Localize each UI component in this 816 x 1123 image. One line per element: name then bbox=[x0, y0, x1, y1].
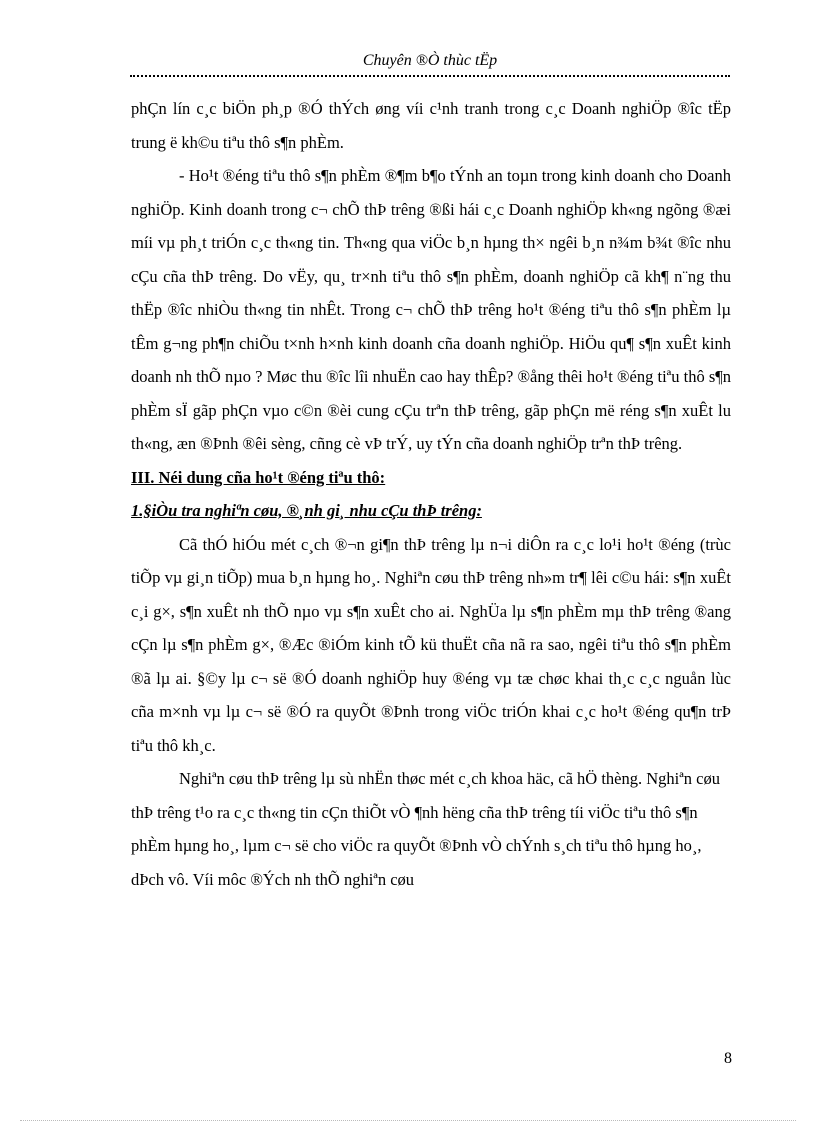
subsection-heading bbox=[131, 494, 731, 528]
subsection-heading-text: 1.§iÒu tra nghiªn cøu, ®¸nh gi¸ nhu cÇu thÞ trêng: bbox=[131, 501, 482, 520]
paragraph-sales-safety: - Ho¹t ®éng tiªu thô s¶n phÈm ®¶m b¶o tÝnh an toµn trong kinh doanh cho Doanh nghiÖp. Kinh doanh trong c¬ chÕ thÞ trêng ®ßi hái c¸c Doanh nghiÖp kh«ng ngõng ®æi míi vµ ph¸t triÓn c¸c th«ng tin. Th«ng qua viÖc b¸n hµng th× ngêi b¸n n¾m b¾t ®îc nhu cÇu cña thÞ trêng. Do vËy, qu¸ tr×nh tiªu thô s¶n phÈm, doanh nghiÖp cã kh¶ n¨ng thu thËp ®îc nhiÒu th«ng tin nhÊt. Trong c¬ chÕ thÞ trêng ho¹t ®éng tiªu thô s¶n phÈm lµ tÊm g¬ng ph¶n chiÕu t×nh h×nh kinh doanh cña doanh nghiÖp. HiÖu qu¶ s¶n xuÊt kinh doanh nh thÕ nµo ? Møc thu ®îc lîi nhuËn cao hay thÊp? ®ång thêi ho¹t ®éng tiªu thô s¶n phÈm sÏ gãp phÇn vµo c©n ®èi cung cÇu trªn thÞ trêng, gãp phÇn më réng s¶n xuÊt lu th«ng, æn ®Þnh ®êi sèng, cñng cè vÞ trÝ, uy tÝn cña doanh nghiÖp trªn thÞ trêng. bbox=[131, 166, 731, 453]
paragraph-market-research: Nghiªn cøu thÞ trêng lµ sù nhËn thøc mét c¸ch khoa häc, cã hÖ thèng. Nghiªn cøu thÞ trêng t¹o ra c¸c th«ng tin cÇn thiÕt vÒ ¶nh hëng cña thÞ trêng tíi viÖc tiªu thô s¶n phÈm hµng ho¸, lµm c¬ së cho viÖc ra quyÕt ®Þnh vÒ chÝnh s¸ch tiªu thô hµng ho¸, dÞch vô. Víi môc ®Ých nh thÕ nghiªn cøu bbox=[131, 769, 720, 889]
page-bottom-divider bbox=[20, 1120, 796, 1121]
running-header: Chuyên ®Ò thùc tËp bbox=[362, 52, 498, 69]
header-divider bbox=[130, 75, 730, 77]
page-number: 8 bbox=[724, 1050, 732, 1067]
section-heading-text: III. Néi dung cña ho¹t ®éng tiªu thô: bbox=[131, 467, 386, 487]
page-body bbox=[131, 92, 731, 896]
paragraph-continuation: phÇn lín c¸c biÖn ph¸p ®Ó thÝch øng víi c¹nh tranh trong c¸c Doanh nghiÖp ®îc tËp trung ë kh©u tiªu thô s¶n phÈm. bbox=[131, 99, 731, 152]
section-heading bbox=[131, 461, 731, 495]
paragraph-market-definition: Cã thÓ hiÓu mét c¸ch ®¬n gi¶n thÞ trêng lµ n¬i diÔn ra c¸c lo¹i ho¹t ®éng (trùc tiÕp vµ gi¸n tiÕp) mua b¸n hµng ho¸. Nghiªn cøu thÞ trêng nh»m tr¶ lêi c©u hái: s¶n xuÊt c¸i g×, s¶n xuÊt nh thÕ nµo vµ s¶n xuÊt cho ai. NghÜa lµ s¶n phÈm mµ thÞ trêng ®ang cÇn lµ s¶n phÈm g×, ®Æc ®iÓm kinh tÕ kü thuËt cña nã ra sao, ngêi tiªu thô s¶n phÈm ®ã lµ ai. §©y lµ c¬ së ®Ó doanh nghiÖp huy ®éng vµ tæ chøc khai th¸c c¸c nguån lùc cña m×nh vµ lµ c¬ së ®Ó ra quyÕt ®Þnh trong viÖc triÓn khai c¸c ho¹t ®éng qu¶n trÞ tiªu thô kh¸c. bbox=[131, 534, 731, 755]
